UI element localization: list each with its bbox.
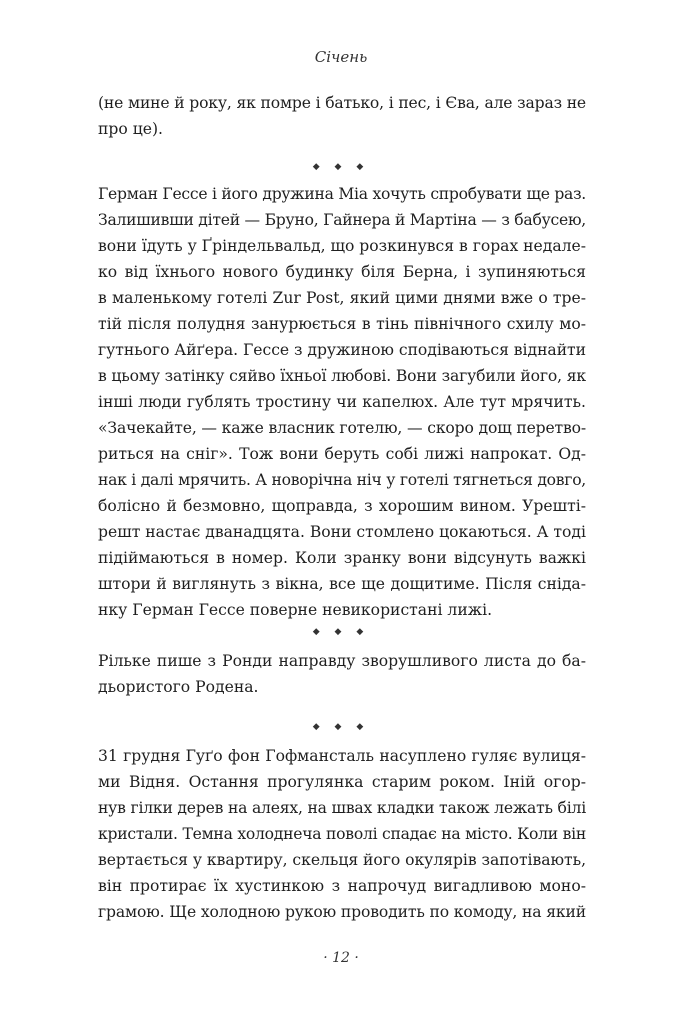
text-line: решт настає дванадцята. Вони стомлено цокаються. А тоді xyxy=(98,523,586,541)
text-line: ми Відня. Остання прогулянка старим роком. Іній огор- xyxy=(98,773,586,791)
text-line: нку Герман Гессе поверне невикористані лижі. xyxy=(98,601,493,619)
section-ornament: ◆ ◆ ◆ xyxy=(312,162,370,172)
text-line: 31 грудня Гуґо фон Гофмансталь насуплено гуляє вулиця- xyxy=(98,747,586,765)
text-line: дьористого Родена. xyxy=(98,678,259,696)
text-line: болісно й безмовно, щоправда, з хорошим вином. Урешті- xyxy=(98,497,586,515)
text-line: Залишивши дітей — Бруно, Гайнера й Мартіна — з бабусею, xyxy=(98,211,586,229)
text-line: штори й виглянуть з вікна, все ще дощитиме. Після сніда- xyxy=(98,575,586,593)
paragraph-hofmannsthal xyxy=(98,743,586,925)
paragraph-continuation xyxy=(98,90,586,142)
text-line: нак і далі мрячить. А новорічна ніч у готелі тягнеться довго, xyxy=(98,471,586,489)
text-line: він протирає їх хустинкою з напрочуд вигадливою моно- xyxy=(98,877,586,895)
section-ornament: ◆ ◆ ◆ xyxy=(312,627,370,637)
text-line: Герман Гессе і його дружина Міа хочуть спробувати ще раз. xyxy=(98,185,586,203)
text-line: гутнього Айґера. Гессе з дружиною сподіваються віднайти xyxy=(98,341,586,359)
text-line: підіймаються в номер. Коли зранку вони відсунуть важкі xyxy=(98,549,586,567)
text-line: риться на сніг». Тож вони беруть собі лижі напрокат. Од- xyxy=(98,445,586,463)
paragraph-hesse xyxy=(98,181,586,623)
text-line: інші люди гублять тростину чи капелюх. Але тут мрячить. xyxy=(98,393,586,411)
text-line: вони їдуть у Ґріндельвальд, що розкинувся в горах недале- xyxy=(98,237,586,255)
text-line: в цьому затінку сяйво їхньої любові. Вони загубили його, як xyxy=(98,367,586,385)
text-line: ко від їхнього нового будинку біля Берна, і зупиняються xyxy=(98,263,586,281)
text-line: про це). xyxy=(98,120,164,138)
text-line: нув гілки дерев на алеях, на швах кладки також лежать білі xyxy=(98,799,586,817)
text-line: вертається у квартиру, скельця його окулярів запотівають, xyxy=(98,851,586,869)
text-line: (не мине й року, як помре і батько, і пес, і Єва, але зараз не xyxy=(98,94,586,112)
running-head: Січень xyxy=(314,48,368,66)
text-line: тій після полудня занурюється в тінь північного схилу мо- xyxy=(98,315,586,333)
paragraph-rilke xyxy=(98,648,586,700)
text-line: Рільке пише з Ронди направду зворушливого листа до ба- xyxy=(98,652,586,670)
section-ornament: ◆ ◆ ◆ xyxy=(312,722,370,732)
text-line: грамою. Ще холодною рукою проводить по комоду, на який xyxy=(98,903,586,921)
page-number: · 12 · xyxy=(323,950,359,966)
text-line: в маленькому готелі Zur Post, який цими днями вже о тре- xyxy=(98,289,586,307)
text-line: кристали. Темна холоднеча поволі спадає на місто. Коли він xyxy=(98,825,586,843)
text-line: «Зачекайте, — каже власник готелю, — скоро дощ перетво- xyxy=(98,419,586,437)
